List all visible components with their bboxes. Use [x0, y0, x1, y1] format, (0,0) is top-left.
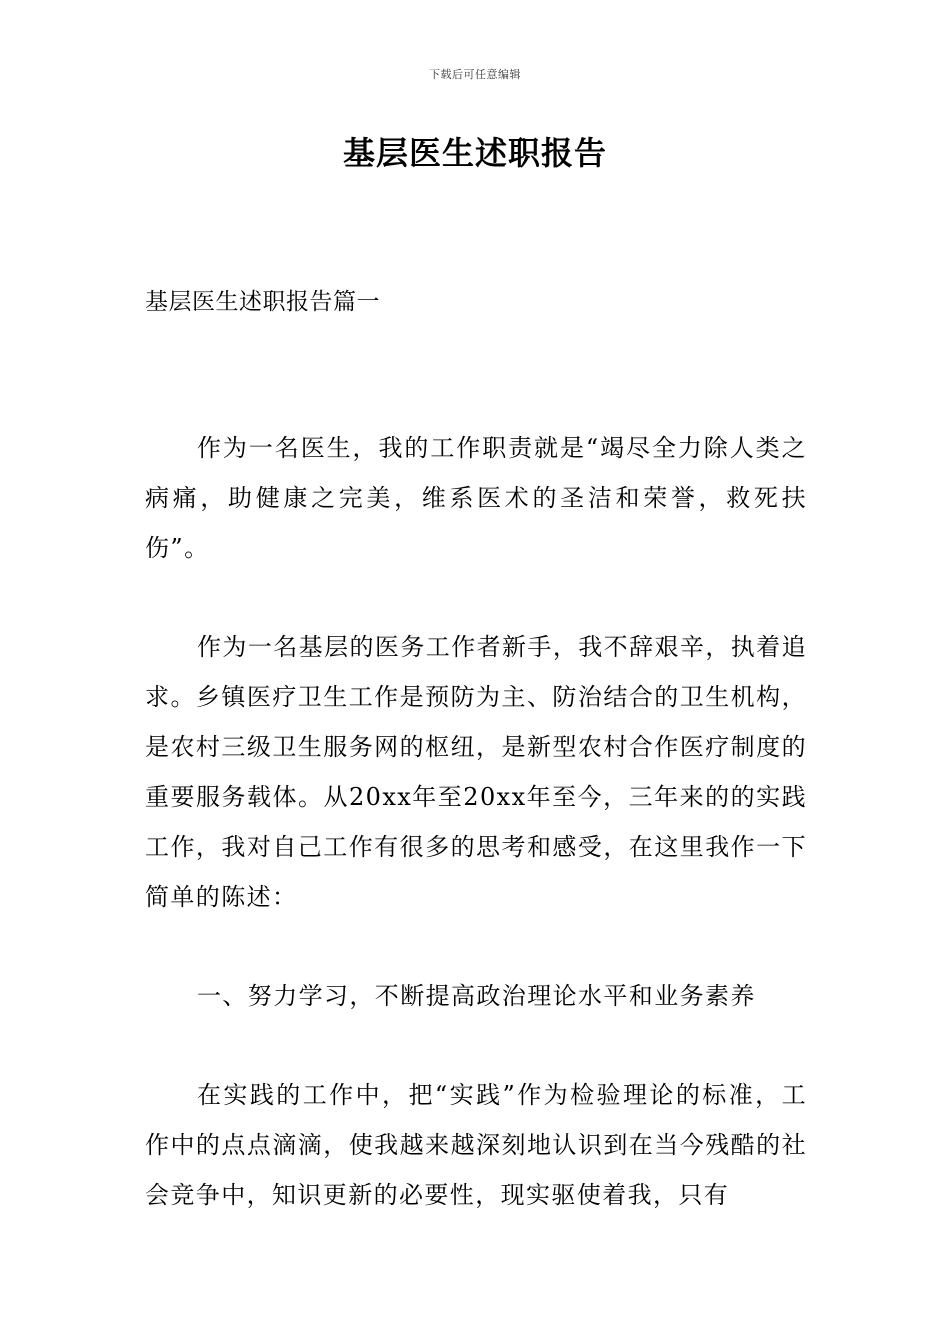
- subheading: 一、努力学习，不断提高政治理论水平和业务素养: [197, 982, 756, 1010]
- paragraph: 作为一名基层的医务工作者新手，我不辞艰辛，执着追求。乡镇医疗卫生工作是预防为主、防治结合的卫生机构，是农村三级卫生服务网的枢纽，是新型农村合作医疗制度的重要服务载体。从20xx年至20xx年至今，三年来的的实践工作，我对自己工作有很多的思考和感受，在这里我作一下简单的陈述：: [145, 633, 807, 911]
- header-note: 下载后可任意编辑: [429, 68, 521, 81]
- paragraph: 在实践的工作中，把“实践”作为检验理论的标准，工作中的点点滴滴，使我越来越深刻地认识到在当今残酷的社会竞争中，知识更新的必要性，现实驱使着我，只有: [145, 1081, 807, 1209]
- document-title: 基层医生述职报告: [342, 134, 607, 172]
- section-title: 基层医生述职报告篇一: [145, 289, 380, 315]
- paragraph: 作为一名医生，我的工作职责就是“竭尽全力除人类之病痛，助健康之完美，维系医术的圣洁和荣誉，救死扶伤”。: [145, 434, 807, 562]
